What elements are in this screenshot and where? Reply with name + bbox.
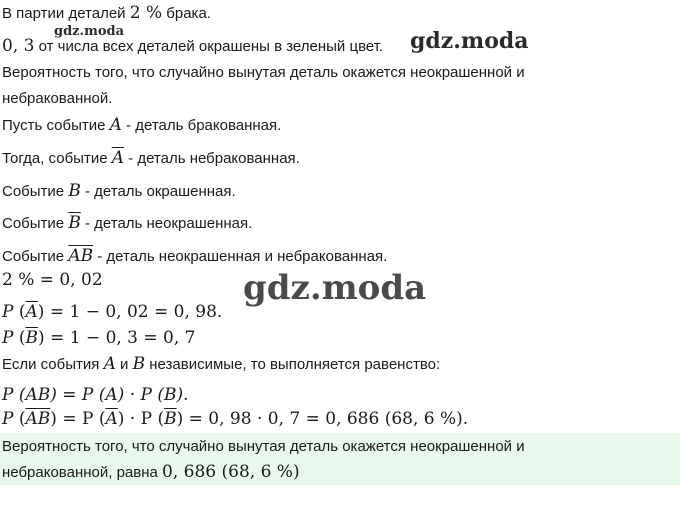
formula-independence: P (AB) = P (A) · P (B). <box>2 385 189 405</box>
p-symbol: P <box>2 328 14 348</box>
formula-p-not-b: P $(\overline{B}) = 1 - 0$, 3 = 0, 7 <box>2 328 196 348</box>
line-1-math: 2 % <box>129 3 163 23</box>
formula-mul-p: · P <box>129 409 153 429</box>
event-b-symbol: B <box>132 354 146 374</box>
formula-p-not-a: P $(\overline{A}) = 1 - 0$, 02 = 0, 98. <box>2 302 223 322</box>
event-not-ab-symbol: $\overline{AB}$ <box>68 246 94 266</box>
text-line-8 <box>2 213 252 234</box>
formula-percent: 2 % = 0, 02 <box>2 270 103 290</box>
line-5-tail: - деталь бракованная. <box>121 117 282 134</box>
line-8-tail: - деталь неокрашенная. <box>80 215 253 232</box>
watermark-small: gdz.moda <box>54 24 125 39</box>
text-line-2 <box>2 36 383 57</box>
not-b-symbol: $\overline{B}$ <box>164 409 177 429</box>
line-13-tail: независимые, то выполняется равенство: <box>145 356 441 373</box>
event-b-symbol: B <box>68 181 81 201</box>
line-7-text: Событие <box>2 183 69 200</box>
not-a-symbol: $\overline{A}$ <box>25 302 38 322</box>
line-5-text: Пусть событие <box>2 117 110 134</box>
text-line-5 <box>2 115 281 136</box>
formula-result: P $(\overline{AB}) = P$ $(\overline{A}) \cdot P$ $(\overline{B}) = 0$, 98 · 0, 7 = 0, 686 (68, 6 %). <box>2 409 469 429</box>
answer-text: небракованной, равна <box>2 464 163 481</box>
formula-eq-p: = P <box>62 409 94 429</box>
line-2-math: 0, 3 <box>2 36 35 56</box>
formula-p-not-b-value: = 1 − 0, 3 = 0, 7 <box>50 328 196 348</box>
event-a-symbol: A <box>103 354 116 374</box>
answer-line-1: Вероятность того, что случайно вынутая деталь окажется неокрашенной и <box>2 438 525 455</box>
text-line-9 <box>2 246 387 267</box>
line-13-text: Если события <box>2 356 104 373</box>
line-6-text: Тогда, событие <box>2 150 112 167</box>
not-b-symbol: $\overline{B}$ <box>25 328 38 348</box>
p-symbol: P <box>2 409 14 429</box>
text-line-7 <box>2 181 236 202</box>
event-not-b-symbol: $\overline{B}$ <box>68 213 81 233</box>
text-line-13 <box>2 354 440 375</box>
line-9-tail: - деталь неокрашенная и небракованная. <box>93 248 388 265</box>
line-8-text: Событие <box>2 215 69 232</box>
watermark-medium: gdz.moda <box>410 28 529 54</box>
formula-result-value: = 0, 98 · 0, 7 = 0, 686 (68, 6 %). <box>188 409 469 429</box>
text-line-1 <box>2 3 211 24</box>
formula-p-not-a-value: = 1 − 0, 02 = 0, 98. <box>49 302 223 322</box>
answer-line-2 <box>2 462 300 483</box>
not-ab-symbol: $\overline{AB}$ <box>25 409 51 429</box>
p-symbol: P <box>2 302 14 322</box>
line-1-tail: брака. <box>162 5 211 22</box>
event-not-a-symbol: $\overline{A}$ <box>111 148 124 168</box>
event-a-symbol: A <box>109 115 122 135</box>
text-line-4: небракованной. <box>2 90 113 107</box>
line-2-text: от числа всех деталей окрашены в зеленый цвет. <box>34 38 384 55</box>
line-6-tail: - деталь небракованная. <box>123 150 300 167</box>
line-13-and: и <box>115 356 133 373</box>
answer-value: 0, 686 (68, 6 %) <box>162 462 300 482</box>
text-line-6 <box>2 148 300 169</box>
line-9-text: Событие <box>2 248 69 265</box>
text-line-3: Вероятность того, что случайно вынутая деталь окажется неокрашенной и <box>2 64 525 81</box>
line-1-text: В партии деталей <box>2 5 130 22</box>
answer-box <box>0 433 680 485</box>
not-a-symbol: $\overline{A}$ <box>105 409 118 429</box>
line-7-tail: - деталь окрашенная. <box>80 183 236 200</box>
watermark-large: gdz.moda <box>243 268 427 308</box>
